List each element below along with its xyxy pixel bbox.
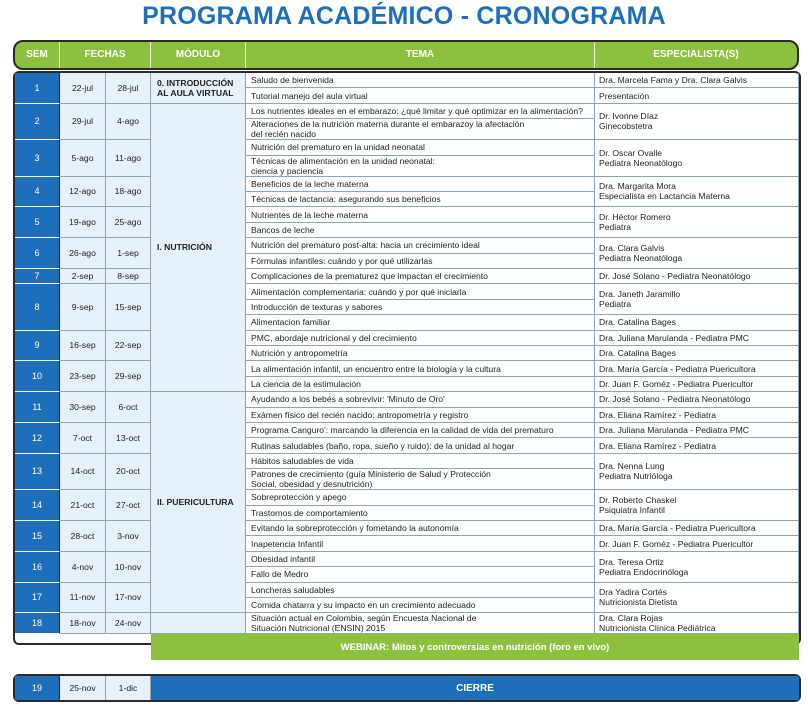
week-start: 16-sep [60,331,106,362]
header-sem: SEM [15,42,60,68]
week-start: 21-oct [60,490,106,521]
topic-item: Alimentación complementaria: cuándo y por qué iniciarla [246,284,595,299]
week-start: 9-sep [60,284,106,330]
topic-item: Saludo de bienvenida [246,73,595,88]
table-header [13,40,799,70]
topic-item: Complicaciones de la prematurez que impactan el crecimiento [246,269,595,284]
week-start: 26-ago [60,238,106,269]
week-start: 28-oct [60,521,106,552]
topic-item: La alimentación infantil, un encuentro entre la biología y la cultura [246,361,595,376]
week-number: 16 [15,552,60,583]
webinar-text: Mitos y controversias en nutrición (foro en vivo) [389,641,610,653]
module-puericultura: II. PUERICULTURA [151,392,246,613]
week-end: 1-sep [106,238,151,269]
week-number: 11 [15,392,60,423]
specialist: Dra. María García - Pediatra Puericultora [595,521,799,536]
week-end: 22-sep [106,331,151,362]
specialist: Dra. Eliana Ramírez - Pediatra [595,408,799,423]
topic-item: Nutrición y antropometría [246,346,595,361]
week-start: 2-sep [60,269,106,284]
specialist: Dr. José Solano - Pediatra Neonatólogo [595,269,799,284]
week-end: 13-oct [106,423,151,454]
specialist: Dr. Juan F. Goméz - Pediatra Puericultor [595,377,799,392]
week-end: 8-sep [106,269,151,284]
week-number: 17 [15,583,60,614]
week-end: 3-nov [106,521,151,552]
topic-item: PMC, abordaje nutricional y del crecimiento [246,331,595,346]
topic-item: Alimentacion familiar [246,315,595,330]
topic-item: Exámen físico del recién nacido: antropometría y registro [246,408,595,423]
week-number: 3 [15,140,60,176]
closing-row [13,674,801,702]
week-number: 4 [15,177,60,208]
week-end: 28-jul [106,73,151,104]
week-number: 19 [15,676,60,700]
header-modulo: MÓDULO [151,42,246,68]
topic-item: Ayudando a los bebés a sobrevivir: 'Minuto de Oro' [246,392,595,407]
week-end: 1-dic [106,676,151,700]
specialist: Dr. Oscar Ovalle Pediatra Neonatólogo [595,140,799,176]
week-start: 25-nov [60,676,106,700]
week-number: 18 [15,613,60,634]
specialist: Dra. Teresa Ortiz Pediatra Endocrinóloga [595,552,799,583]
week-start: 23-sep [60,361,106,392]
header-tema: TEMA [246,42,595,68]
topic-item: Patrones de crecimiento (guía Ministerio de Salud y Protección Social, obesidad y desnutrición) [246,469,595,490]
week-start: 7-oct [60,423,106,454]
topic-item: Los nutrientes ideales en el embarazo: ¿qué limitar y qué optimizar en la alimentación? [246,104,595,119]
week-end: 29-sep [106,361,151,392]
topic-item: Obesidad infantil [246,552,595,567]
week-start: 22-jul [60,73,106,104]
topic-item: Bancos de leche [246,223,595,238]
week-number: 14 [15,490,60,521]
specialist: Dr. José Solano - Pediatra Neonatólogo [595,392,799,407]
topic-item: Técnicas de lactancia: asegurando sus beneficios [246,192,595,207]
schedule-table [13,71,801,653]
webinar-banner [151,634,799,660]
topic-item: Inapetencia Infantil [246,536,595,551]
topic-item: Técnicas de alimentación en la unidad neonatal: ciencia y paciencia [246,156,595,177]
week-start: 18-nov [60,613,106,634]
header-fechas: FECHAS [60,42,151,68]
week-number: 8 [15,284,60,330]
week-number: 13 [15,454,60,490]
specialist: Dra. Juliana Marulanda - Pediatra PMC [595,423,799,438]
topic-item: Evitando la sobreprotección y fometando la autonomía [246,521,595,536]
topic-item: Nutrición del prematuro en la unidad neonatal [246,140,595,155]
topic-item: La ciencia de la estimulación [246,377,595,392]
topic-item: Beneficios de la leche materna [246,177,595,192]
closing-banner: CIERRE [151,676,799,700]
week-end: 24-nov [106,613,151,634]
week-start: 19-ago [60,207,106,238]
week-number: 5 [15,207,60,238]
specialist: Dra. Clara Rojas Nutricionista Clínica Pediátrica [595,613,799,634]
week-start: 29-jul [60,104,106,140]
topic-item: Alteraciones de la nutrición materna durante el embarazoy la afectación del recién nacido [246,119,595,140]
specialist: Dra. Nenna Lung Pediatra Nutrióloga [595,454,799,490]
week-number: 6 [15,238,60,269]
specialist: Dra. Janeth Jaramillo Pediatra [595,284,799,315]
topic-item: Situación actual en Colombia, según Encuesta Nacional de Situación Nutricional (ENSIN) 2015 [246,613,595,634]
week-end: 25-ago [106,207,151,238]
topic-item: Programa Canguro': marcando la diferencia en la calidad de vida del prematuro [246,423,595,438]
module-nutricion: I. NUTRICIÓN [151,104,246,392]
topic-item: Loncheras saludables [246,583,595,598]
week-end: 27-oct [106,490,151,521]
specialist: Dra Yadira Cortés Nutricionista Dietista [595,583,799,614]
topic-item: Rutinas saludables (baño, ropa, sueño y ruido): de la unidad al hogar [246,438,595,453]
week-end: 20-oct [106,454,151,490]
week-end: 4-ago [106,104,151,140]
webinar-label: WEBINAR: [340,641,390,653]
specialist: Dra. Margarita Mora Especialista en Lactancia Materna [595,177,799,208]
topic-item: Comida chatarra y su impacto en un crecimiento adecuado [246,598,595,613]
week-number: 15 [15,521,60,552]
topic-item: Hábitos saludables de vida [246,454,595,469]
topic-item: Fórmulas infantiles: cuándo y por qué utilizarlas [246,254,595,269]
week-end: 6-oct [106,392,151,423]
week-start: 5-ago [60,140,106,176]
specialist: Dr. Roberto Chaskel Psiquiatra Infantil [595,490,799,521]
week-number: 12 [15,423,60,454]
header-especialista: ESPECIALISTA(S) [653,49,739,60]
specialist: Dra. María García - Pediatra Puericultora [595,361,799,376]
week-start: 12-ago [60,177,106,208]
module-intro: 0. INTRODUCCIÓN AL AULA VIRTUAL [151,73,246,104]
specialist: Dra. Juliana Marulanda - Pediatra PMC [595,331,799,346]
week-number: 7 [15,269,60,284]
week-start: 11-nov [60,583,106,614]
specialist: Dra. Catalina Bages [595,315,799,330]
topic-item: Tutorial manejo del aula virtual [246,88,595,103]
topic-item: Introducción de texturas y sabores [246,300,595,315]
week-end: 15-sep [106,284,151,330]
week-number: 10 [15,361,60,392]
specialist: Dra. Marcela Fama y Dra. Clara Galvis [595,73,799,88]
week-start: 14-oct [60,454,106,490]
week-number: 1 [15,73,60,104]
specialist: Dra. Clara Galvis Pediatra Neonatóloga [595,238,799,269]
week-end: 17-nov [106,583,151,614]
topic-item: Nutrientes de la leche materna [246,207,595,222]
week-start: 4-nov [60,552,106,583]
topic-item: Nutrición del prematuro post-alta: hacia un crecimiento ideal [246,238,595,253]
week-end: 18-ago [106,177,151,208]
specialist: Dra. Catalina Bages [595,346,799,361]
page-title: PROGRAMA ACADÉMICO - CRONOGRAMA [142,2,666,30]
topic-item: Sobreprotección y apego [246,490,595,505]
module-puericultura-cont [151,613,246,634]
week-start: 30-sep [60,392,106,423]
specialist: Dr. Juan F. Goméz - Pediatra Puericultor [595,536,799,551]
topic-item: Trastornos de comportamiento [246,506,595,521]
specialist: Presentación [595,88,799,103]
specialist: Dr. Héctor Romero Pediatra [595,207,799,238]
topic-item: Fallo de Medro [246,567,595,582]
specialist: Dra. Eliana Ramírez - Pediatra [595,438,799,453]
specialist: Dr. Ivonne Díaz Ginecobstetra [595,104,799,140]
week-number: 2 [15,104,60,140]
week-end: 11-ago [106,140,151,176]
week-end: 10-nov [106,552,151,583]
week-number: 9 [15,331,60,362]
